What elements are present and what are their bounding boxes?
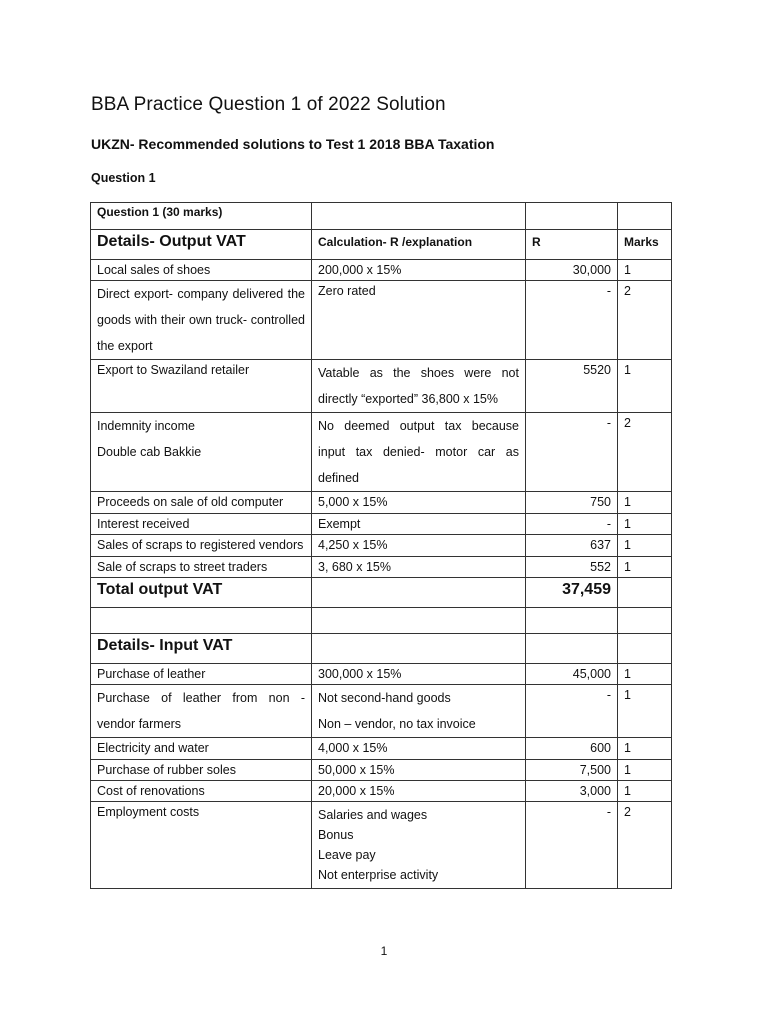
table-row: Direct export- company delivered the goods with their own truck- controlled the export Zero rated - 2: [91, 281, 672, 360]
table-row: Proceeds on sale of old computer 5,000 x 15% 750 1: [91, 492, 672, 513]
table-row: Purchase of rubber soles 50,000 x 15% 7,500 1: [91, 759, 672, 780]
col-marks-header: Marks: [618, 230, 672, 260]
table-row: Sale of scraps to street traders 3, 680 x 15% 552 1: [91, 556, 672, 577]
question-label: Question 1: [91, 171, 156, 185]
page-subtitle: UKZN- Recommended solutions to Test 1 2018 BBA Taxation: [91, 136, 495, 152]
col-calc-header: Calculation- R /explanation: [312, 230, 526, 260]
table-title: Question 1 (30 marks): [91, 203, 312, 230]
table-row: Cost of renovations 20,000 x 15% 3,000 1: [91, 781, 672, 802]
output-header-row: [91, 230, 672, 260]
output-heading: Details- Output VAT: [91, 230, 312, 260]
total-output-value: 37,459: [526, 577, 618, 607]
total-output-label: Total output VAT: [91, 577, 312, 607]
table-row: Purchase of leather 300,000 x 15% 45,000 1: [91, 663, 672, 684]
input-heading: Details- Input VAT: [91, 633, 312, 663]
input-header-row: [91, 633, 672, 663]
solution-table: [90, 202, 672, 889]
table-row: Sales of scraps to registered vendors 4,250 x 15% 637 1: [91, 535, 672, 556]
table-row: Purchase of leather from non - vendor farmers Not second-hand goods Non – vendor, no tax invoice - 1: [91, 685, 672, 738]
total-output-row: [91, 577, 672, 607]
blank-row: [91, 607, 672, 633]
table-row: Indemnity income Double cab Bakkie No deemed output tax because input tax denied- motor car as defined - 2: [91, 413, 672, 492]
table-row: Electricity and water 4,000 x 15% 600 1: [91, 738, 672, 759]
table-row: Interest received Exempt - 1: [91, 513, 672, 534]
col-r-header: R: [526, 230, 618, 260]
table-title-row: [91, 203, 672, 230]
table-row: Local sales of shoes 200,000 x 15% 30,000 1: [91, 260, 672, 281]
table-row: Export to Swaziland retailer Vatable as the shoes were not directly “exported” 36,800 x 15% 5520 1: [91, 360, 672, 413]
page-title: BBA Practice Question 1 of 2022 Solution: [91, 94, 446, 115]
page-number: 1: [380, 944, 388, 958]
table-row: Employment costs Salaries and wages Bonus Leave pay Not enterprise activity - 2: [91, 802, 672, 889]
